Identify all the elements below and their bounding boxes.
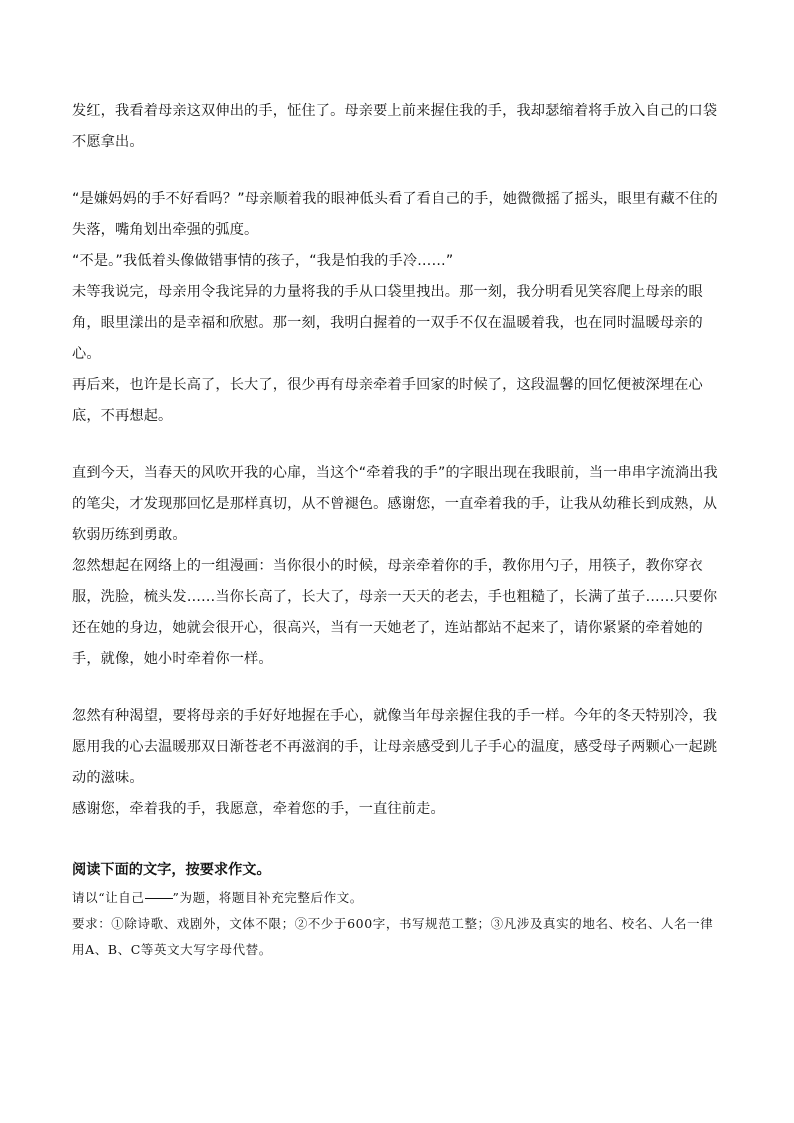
- paragraph-9: 感谢您，牵着我的手，我愿意，牵着您的手，一直往前走。: [72, 801, 445, 817]
- paragraph-4: 未等我说完，母亲用令我诧异的力量将我的手从口袋里拽出。那一刻，我分明看见笑容爬上母亲的眼角，眼里漾出的是幸福和欣慰。那一刻，我明白握着的一双手不仅在温暖着我，也在同时温暖母亲的心。: [72, 284, 703, 362]
- paragraph-2: “是嫌妈妈的手不好看吗？”母亲顺着我的眼神低头看了看自己的手，她微微摇了摇头，眼里有藏不住的失落，嘴角划出牵强的弧度。: [72, 191, 718, 238]
- task-title: 阅读下面的文字，按要求作文。: [72, 862, 271, 878]
- paragraph-3: “不是。”我低着头像做错事情的孩子，“我是怕我的手冷……”: [72, 253, 454, 269]
- section-gap: [72, 825, 724, 855]
- task-prompt-after: ”为题，将题目补充完整后作文。: [172, 890, 363, 905]
- paragraph-8: 忽然有种渴望，要将母亲的手好好地握在手心，就像当年母亲握住我的手一样。今年的冬天特别冷，我愿用我的心去温暖那双日渐苍老不再滋润的手，让母亲感受到儿子手心的温度，感受母子两颗心一起跳动的滋味。: [72, 708, 718, 786]
- paragraph-gap: [72, 432, 724, 458]
- paragraph-gap: [72, 675, 724, 701]
- paragraph-gap: [72, 158, 724, 184]
- task-prompt-before: 请以“让自己: [72, 890, 145, 905]
- paragraph-1: 发红，我看着母亲这双伸出的手，怔住了。母亲要上前来握住我的手，我却瑟缩着将手放入自己的口袋不愿拿出。: [72, 103, 718, 150]
- task-prompt: [72, 885, 724, 911]
- title-blank-line: [145, 898, 173, 899]
- document-body: [72, 96, 724, 963]
- paragraph-6: 直到今天，当春天的风吹开我的心扉，当这个“牵着我的手”的字眼出现在我眼前，当一串串字流淌出我的笔尖，才发现那回忆是那样真切，从不曾褪色。感谢您，一直牵着我的手，让我从幼稚长到成熟，从软弱历练到勇敢。: [72, 465, 718, 543]
- paragraph-7: 忽然想起在网络上的一组漫画：当你很小的时候，母亲牵着你的手，教你用勺子，用筷子，教你穿衣服，洗脸，梳头发……当你长高了，长大了，母亲一天天的老去，手也粗糙了，长满了茧子……只要你还在她的身边，她就会很开心，很高兴，当有一天她老了，连站都站不起来了，请你紧紧的牵着她的手，就像，她小时牵着你一样。: [72, 558, 718, 667]
- paragraph-5: 再后来，也许是长高了，长大了，很少再有母亲牵着手回家的时候了，这段温馨的回忆便被深埋在心底，不再想起。: [72, 377, 703, 424]
- task-requirements: 要求：①除诗歌、戏剧外，文体不限；②不少于600字，书写规范工整；③凡涉及真实的地名、校名、人名一律用A、B、C等英文大写字母代替。: [72, 916, 714, 957]
